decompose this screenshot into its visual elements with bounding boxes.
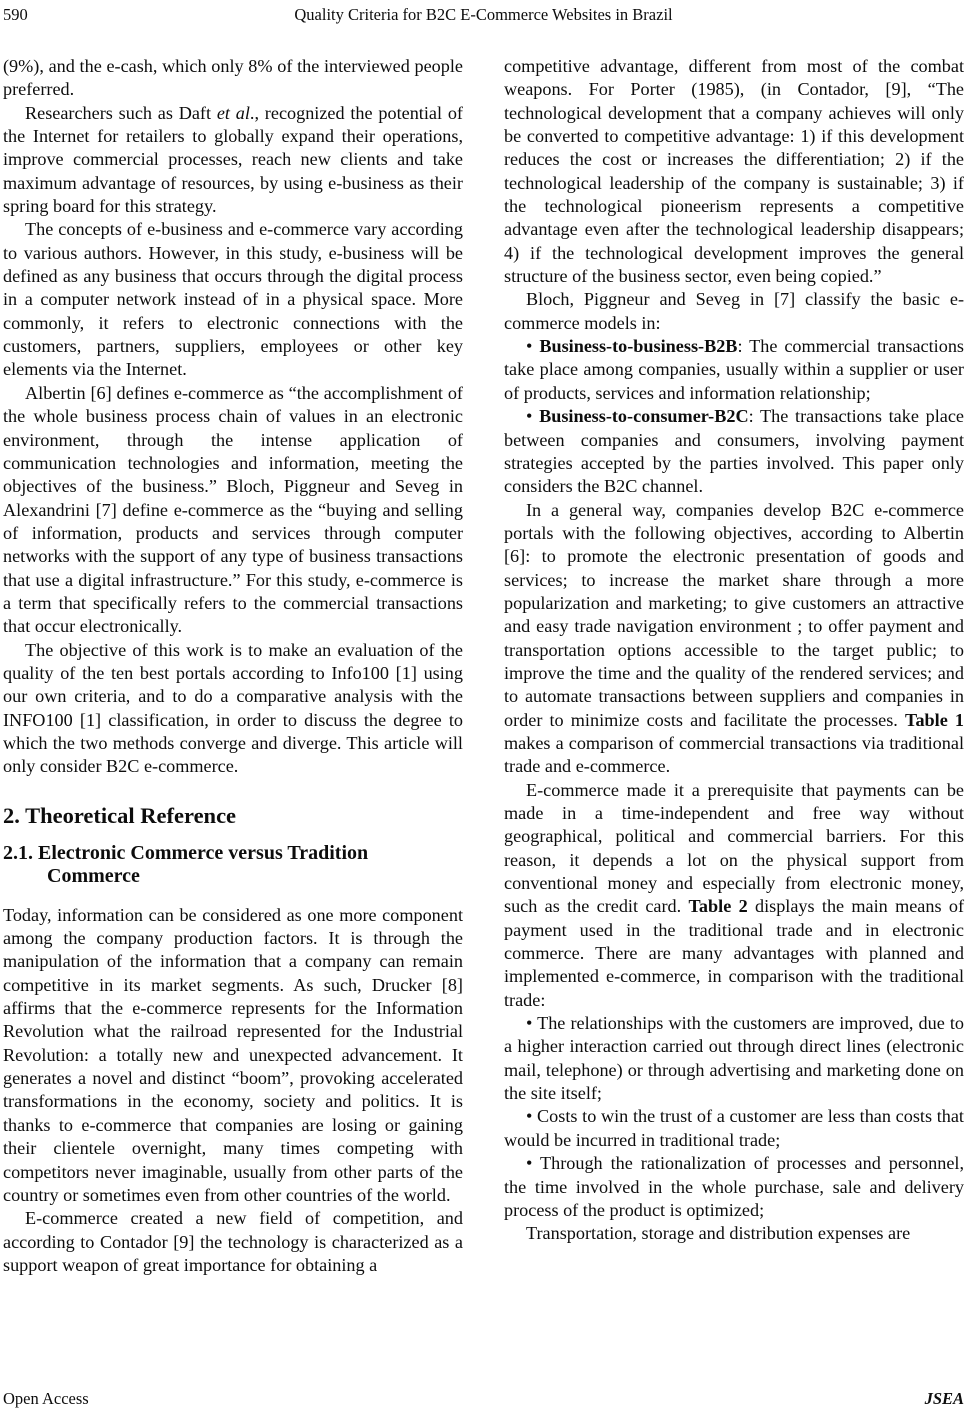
left-column <box>3 55 463 1277</box>
page-number: 590 <box>3 5 28 24</box>
paragraph: Bloch, Piggneur and Seveg in [7] classify the basic e-commerce models in: <box>504 289 964 333</box>
section-heading: 2. Theoretical Reference <box>3 802 237 828</box>
paragraph: • Business-to-consumer-B2C: The transactions take place between companies and consumers, involving payment strategies accepted by the parties involved. This paper only considers the B2C channel. <box>504 406 964 497</box>
right-column <box>504 55 964 1277</box>
paragraph: competitive advantage, different from most of the combat weapons. For Porter (1985), (in Contador, [9], “The technological development that a company achieves will only be converted to competitive advantage: 1) if this development reduces the cost or increases the differentiation; 2) if the technological leadership of the company is sustainable; 3) if the technological pioneerism represents a competitive advantage even after the technological leadership disappears; 4) if the technological development improves the general structure of the business sector, even being copied.” <box>504 56 964 287</box>
running-title: Quality Criteria for B2C E-Commerce Websites in Brazil <box>294 5 673 24</box>
paragraph: The concepts of e-business and e-commerce vary according to various authors. However, in this study, e-business will be defined as any business that occurs through the digital process in a computer network instead of in a physical space. More commonly, it refers to electronic connections with the customers, partners, suppliers, employees or other key elements via the Internet. <box>3 219 463 380</box>
paragraph: • The relationships with the customers are improved, due to a higher interaction carried out through direct lines (electronic mail, telephone) or through advertising and marketing done on the site itself; <box>504 1013 964 1104</box>
paragraph: Researchers such as Daft et al., recognized the potential of the Internet for retailers to globally expand their operations, improve commercial processes, reach new clients and take maximum advantage of resources, by using e-business as their spring board for this strategy. <box>3 102 463 217</box>
paragraph: The objective of this work is to make an evaluation of the quality of the ten best portals according to Info100 [1] using our own criteria, and to do a comparative analysis with the INFO100 [1] classification, in order to discuss the degree to which the two methods converge and diverge. This article will only consider B2C e-commerce. <box>3 639 463 777</box>
paragraph: E-commerce made it a prerequisite that payments can be made in a time-independent and free way without geographical, political and commercial barriers. For this reason, it depends a lot on the physical support from conventional money and especially from electronic money, such as the credit card. Table 2 displays the main means of payment used in the traditional trade and in electronic commerce. There are many advantages with planned and implemented e-commerce, in comparison with the traditional trade: <box>504 779 964 1010</box>
paragraph: Transportation, storage and distribution expenses are <box>526 1223 911 1244</box>
paragraph: • Business-to-business-B2B: The commercial transactions take place among companies, usually within a supplier or user of products, services and information relationship; <box>504 336 964 403</box>
paragraph: In a general way, companies develop B2C e-commerce portals with the following objectives, according to Albertin [6]: to promote the electronic presentation of goods and services; to increase the market share through a more popularization and marketing; to give customers an attractive and easy trade navigation environment ; to offer payment and transportation options accessible to the target public; to improve the time and the quality of the rendered services; and to automate transactions between suppliers and companies in order to minimize costs and facilitate the processes. Table 1 makes a comparison of commercial transactions via traditional trade and e-commerce. <box>504 499 965 777</box>
page-footer <box>3 1389 964 1409</box>
open-access-label: Open Access <box>3 1389 89 1408</box>
page-header <box>3 3 964 29</box>
two-column-body <box>3 55 964 1277</box>
paragraph: (9%), and the e-cash, which only 8% of the interviewed people preferred. <box>3 56 463 100</box>
subsection-heading: 2.1. Electronic Commerce versus Tradition Commerce <box>3 841 369 888</box>
paragraph: Today, information can be considered as one more component among the company production factors. It is through the manipulation of the information that a company can remain competitive in its market segments. As such, Drucker [8] affirms that the e-commerce represents for the Information Revolution what the railroad represented for the Industrial Revolution: a totally new and unexpected advancement. It generates a novel and distinct “boom”, provoking accelerated transformations in the economy, society and politics. It is thanks to e-commerce that companies are losing or gaining their clientele overnight, many times competing with competitors never imaginable, usually from other parts of the country or sometimes even from other countries of the world. <box>3 904 463 1205</box>
paragraph: Albertin [6] defines e-commerce as “the accomplishment of the whole business process chain of values in an electronic environment, through the intense application of communication technologies and information, meeting the objectives of the business.” Bloch, Piggneur and Seveg in Alexandrini [7] define e-commerce as the “buying and selling of information, products and services through computer networks with the support of any type of business transactions that use a digital infrastructure.” For this study, e-commerce is a term that specifically refers to the commercial transactions that occur electronically. <box>3 382 463 637</box>
paragraph: • Costs to win the trust of a customer are less than costs that would be incurred in traditional trade; <box>504 1106 964 1150</box>
paragraph: E-commerce created a new field of competition, and according to Contador [9] the technology is characterized as a support weapon of great importance for obtaining a <box>3 1208 463 1275</box>
paragraph: • Through the rationalization of processes and personnel, the time involved in the whole purchase, sale and delivery process of the product is optimized; <box>504 1153 964 1220</box>
journal-name: JSEA <box>924 1389 964 1408</box>
